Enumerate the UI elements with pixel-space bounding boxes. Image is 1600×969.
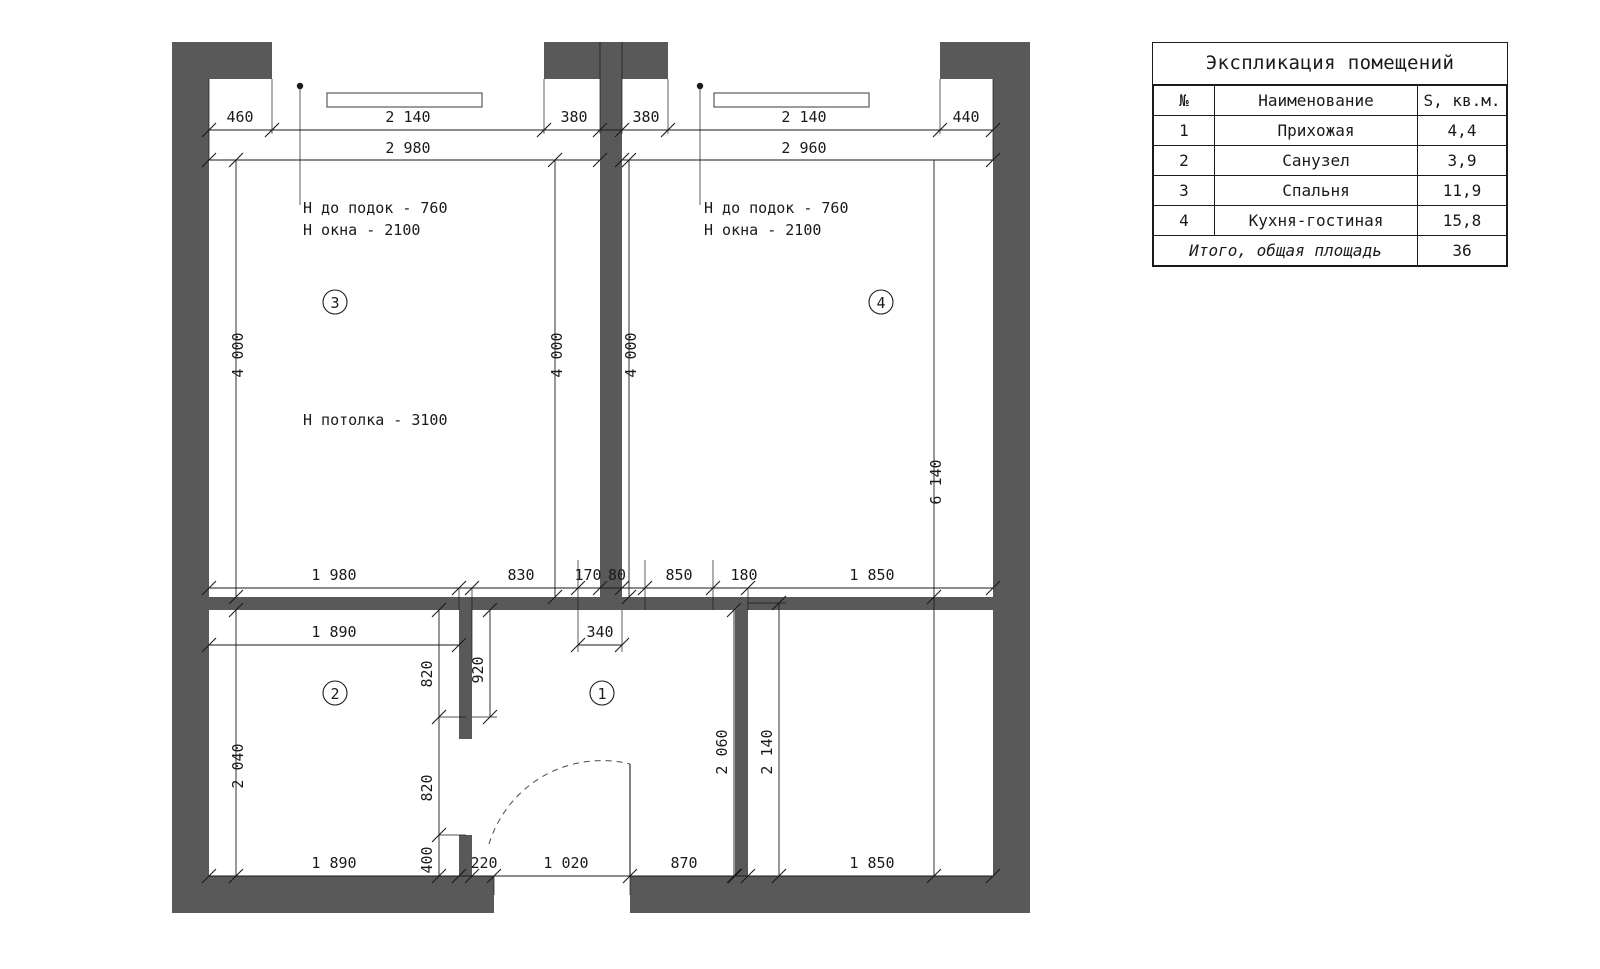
room-marker-2: 2 <box>330 685 340 703</box>
note-sill-height-right: H до подок - 760 <box>704 199 849 217</box>
table-row <box>1154 116 1507 146</box>
dim-mid-1980: 1 980 <box>311 566 357 584</box>
row-area: 15,8 <box>1418 206 1507 236</box>
dim-vert-4000-left: 4 000 <box>229 332 247 378</box>
row-name: Кухня-гостиная <box>1215 206 1418 236</box>
dim-mid-1850: 1 850 <box>849 566 895 584</box>
dim-vert-400: 400 <box>418 846 436 874</box>
dim-vert-2140: 2 140 <box>758 729 776 775</box>
room-marker-4: 4 <box>876 294 886 312</box>
dim-top-460: 460 <box>226 108 254 126</box>
dim-vert-4000-center-right: 4 000 <box>622 332 640 378</box>
row-no: 1 <box>1154 116 1215 146</box>
dim-bottom-220: 220 <box>470 854 498 872</box>
dim-vert-920: 920 <box>469 656 487 684</box>
dim-vert-2040: 2 040 <box>229 743 247 789</box>
dim-vert-6140: 6 140 <box>927 459 945 505</box>
dim-top-2960: 2 960 <box>781 139 827 157</box>
table-header-row <box>1154 86 1507 116</box>
dim-top-2140-left: 2 140 <box>385 108 431 126</box>
dim-mid-170: 170 <box>574 566 602 584</box>
row-no: 4 <box>1154 206 1215 236</box>
row-no: 2 <box>1154 146 1215 176</box>
column-header-name: Наименование <box>1215 86 1418 116</box>
dim-vert-820-top: 820 <box>418 660 436 688</box>
dim-bottom-870: 870 <box>670 854 698 872</box>
note-window-height-left: H окна - 2100 <box>303 221 421 239</box>
room-marker-1: 1 <box>597 685 607 703</box>
note-window-height-right: H окна - 2100 <box>704 221 822 239</box>
dim-mid-80: 80 <box>607 566 627 584</box>
row-no: 3 <box>1154 176 1215 206</box>
dim-lower-340: 340 <box>586 623 614 641</box>
dim-vert-820-bottom: 820 <box>418 774 436 802</box>
total-value: 36 <box>1418 236 1507 266</box>
dim-top-380-left: 380 <box>560 108 588 126</box>
dim-mid-180: 180 <box>730 566 758 584</box>
dim-bottom-1020: 1 020 <box>543 854 589 872</box>
note-sill-height-left: H до подок - 760 <box>303 199 448 217</box>
column-header-no: № <box>1154 86 1215 116</box>
dim-top-380-right: 380 <box>632 108 660 126</box>
row-name: Спальня <box>1215 176 1418 206</box>
dim-vert-2060: 2 060 <box>713 729 731 775</box>
dim-bottom-1890: 1 890 <box>311 854 357 872</box>
schedule-title: Экспликация помещений <box>1153 43 1507 85</box>
room-schedule-table <box>1152 42 1508 267</box>
table-row <box>1154 206 1507 236</box>
total-label: Итого, общая площадь <box>1154 236 1418 266</box>
row-area: 4,4 <box>1418 116 1507 146</box>
dim-top-2140-right: 2 140 <box>781 108 827 126</box>
column-header-area: S, кв.м. <box>1418 86 1507 116</box>
room-marker-3: 3 <box>330 294 340 312</box>
row-area: 3,9 <box>1418 146 1507 176</box>
dim-top-2980: 2 980 <box>385 139 431 157</box>
dim-top-440: 440 <box>952 108 980 126</box>
dim-vert-4000-center-left: 4 000 <box>548 332 566 378</box>
dim-mid-850: 850 <box>665 566 693 584</box>
row-area: 11,9 <box>1418 176 1507 206</box>
table-row <box>1154 176 1507 206</box>
row-name: Санузел <box>1215 146 1418 176</box>
dim-bottom-1850: 1 850 <box>849 854 895 872</box>
table-row <box>1154 146 1507 176</box>
dim-lower-1890: 1 890 <box>311 623 357 641</box>
dim-mid-830: 830 <box>507 566 535 584</box>
row-name: Прихожая <box>1215 116 1418 146</box>
note-ceiling-height: H потолка - 3100 <box>303 411 448 429</box>
table-total-row <box>1154 236 1507 266</box>
